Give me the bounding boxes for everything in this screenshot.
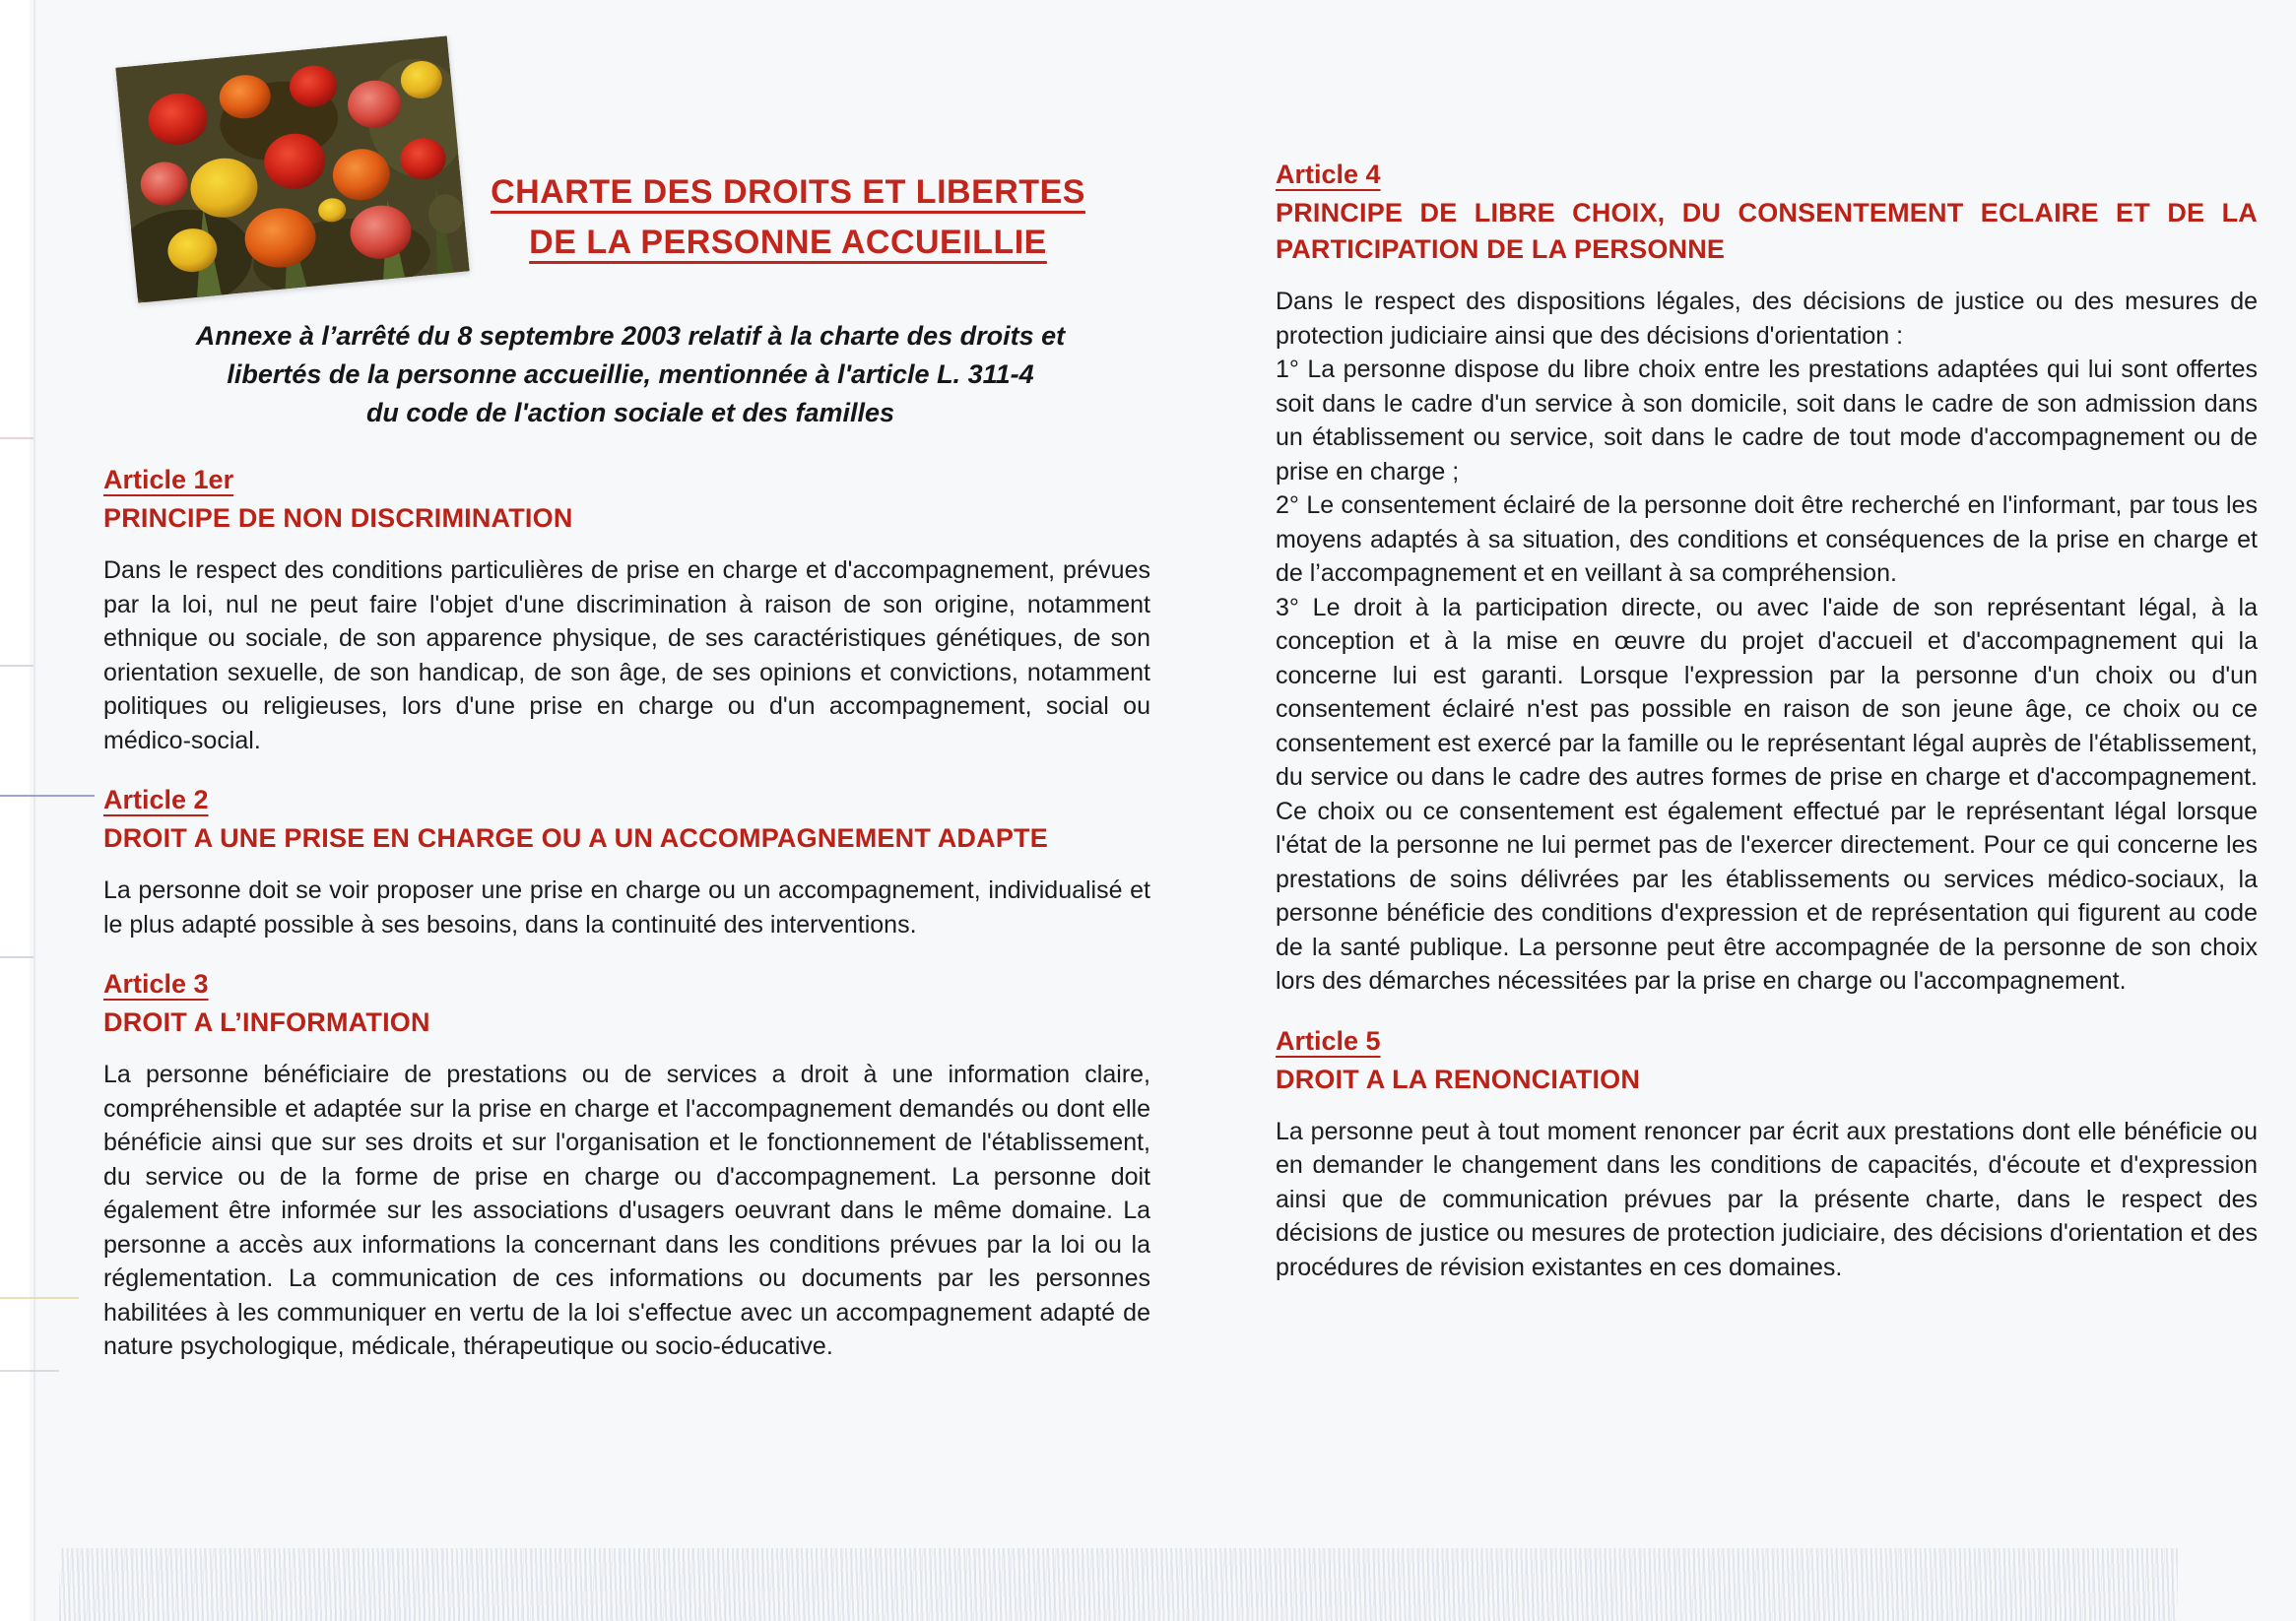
- scan-hairline: [0, 665, 33, 667]
- article-4-label: Article 4: [1276, 160, 1381, 189]
- article-4-paragraph-1: 1° La personne dispose du libre choix entre les prestations adaptées qui lui sont offertes soit dans le cadre d'un service à son domicile, soit dans le cadre de son admission dans un établissement ou service, soit dans le cadre de tout mode d'accompagnement ou de prise en charge ;: [1276, 356, 2258, 486]
- scan-hairline: [0, 1370, 59, 1372]
- article-5-body: [1276, 1115, 2258, 1285]
- subtitle-line-1: Annexe à l’arrêté du 8 septembre 2003 relatif à la charte des droits et: [195, 321, 1066, 351]
- article-2-paragraph: La personne doit se voir proposer une prise en charge ou un accompagnement, individualisé et le plus adapté possible à ses besoins, dans la continuité des interventions.: [103, 876, 1150, 939]
- scan-left-margin: [0, 0, 30, 1621]
- article-4-paragraph-2: 2° Le consentement éclairé de la personne doit être recherché en l'informant, par tous les moyens adaptés à sa situation, des conditions et conséquences de la prise en charge et de l’accompagnement et en veillant à sa compréhension.: [1276, 491, 2258, 587]
- scan-hairline: [0, 795, 95, 797]
- article-1-body: [103, 553, 1150, 757]
- article-5-label: Article 5: [1276, 1025, 1381, 1056]
- scan-seam-line: [33, 0, 35, 1621]
- article-5: [1276, 1024, 2258, 1285]
- document-title: [463, 167, 1113, 268]
- article-1: [103, 463, 1150, 757]
- scan-noise-band: [59, 1548, 2178, 1621]
- article-3-label: Article 3: [103, 969, 209, 999]
- article-2-label: Article 2: [103, 785, 209, 814]
- subtitle-line-3: du code de l'action sociale et des familles: [365, 398, 895, 427]
- subtitle-line-2: libertés de la personne accueillie, mentionnée à l'article L. 311-4: [227, 359, 1034, 389]
- article-4-paragraph-3: 3° Le droit à la participation directe, ou avec l'aide de son représentant légal, à la conception et à la mise en œuvre du projet d'accueil et d'accompagnement qui la concerne lui est garanti. Lorsque l'expression par la personne d'un choix ou d'un consentement éclairé n'est pas possible en raison de son jeune âge, ce choix ou ce consentement est exercé par la famille ou le représentant légal auprès de l'établissement, du service ou dans le cadre des autres formes de prise en charge et d'accompagnement. Ce choix ou ce consentement est également effectué par le représentant légal lorsque l'état de la personne ne lui permet pas de l'exercer directement. Pour ce qui concerne les prestations de soins délivrées par les établissements ou services médico-sociaux, la personne bénéficie des conditions d'expression et de représentation qui figurent au code de la santé publique. La personne peut être accompagnée de la personne de son choix lors des démarches nécessitées par la prise en charge ou l'accompagnement.: [1276, 593, 2258, 995]
- roses-photo-image: [115, 35, 469, 302]
- document-subtitle: [108, 317, 1152, 432]
- article-5-paragraph: La personne peut à tout moment renoncer par écrit aux prestations dont elle bénéficie ou en demander le changement dans les conditions de capacités, d'écoute et d'expression ainsi que de communication prévues par la présente charte, dans le respect des décisions de justice ou mesures de protection judiciaire, des décisions d'orientation et des procédures de révision existantes en ces domaines.: [1276, 1117, 2258, 1281]
- article-2-body: [103, 874, 1150, 941]
- article-4-heading: PRINCIPE DE LIBRE CHOIX, DU CONSENTEMENT ECLAIRE ET DE LA PARTICIPATION DE LA PERSONNE: [1276, 198, 2258, 264]
- article-1-paragraph: Dans le respect des conditions particulières de prise en charge et d'accompagnement, prévues par la loi, nul ne peut faire l'objet d'une discrimination à raison de son origine, notamment ethnique ou sociale, de son apparence physique, de ses caractéristiques génétiques, de son orientation sexuelle, de son handicap, de son âge, de ses opinions et convictions, notamment politiques ou religieuses, lors d'une prise en charge ou d'un accompagnement, social ou médico-social.: [103, 556, 1150, 754]
- article-2-heading: DROIT A UNE PRISE EN CHARGE OU A UN ACCOMPAGNEMENT ADAPTE: [103, 823, 1048, 853]
- article-3-heading: DROIT A L’INFORMATION: [103, 1007, 430, 1037]
- article-1-label: Article 1er: [103, 465, 234, 494]
- title-line-2: DE LA PERSONNE ACCUEILLIE: [529, 224, 1047, 261]
- article-4-body: [1276, 285, 2258, 999]
- title-line-1: CHARTE DES DROITS ET LIBERTES: [491, 173, 1085, 211]
- article-2: [103, 783, 1150, 941]
- article-3-body: [103, 1058, 1150, 1364]
- article-1-heading: PRINCIPE DE NON DISCRIMINATION: [103, 503, 573, 533]
- left-column: [103, 463, 1150, 1390]
- article-4-paragraph-intro: Dans le respect des dispositions légales, des décisions de justice ou des mesures de protection judiciaire ainsi que des décisions d'orientation :: [1276, 288, 2258, 350]
- article-4: [1276, 158, 2258, 999]
- scan-hairline: [0, 956, 33, 958]
- article-5-heading: DROIT A LA RENONCIATION: [1276, 1064, 1641, 1094]
- article-3: [103, 967, 1150, 1364]
- scan-hairline: [0, 437, 33, 439]
- roses-photo: [115, 35, 469, 302]
- scan-hairline: [0, 1297, 79, 1299]
- right-column: [1276, 158, 2258, 1310]
- article-3-paragraph: La personne bénéficiaire de prestations ou de services a droit à une information claire, compréhensible et adaptée sur la prise en charge et l'accompagnement demandés ou dont elle bénéficie ainsi que sur ses droits et sur l'organisation et le fonctionnement de l'établissement, du service ou de la forme de prise en charge ou d'accompagnement. La personne doit également être informée sur les associations d'usagers oeuvrant dans le même domaine. La personne a accès aux informations la concernant dans les conditions prévues par la loi ou la réglementation. La communication de ces informations ou documents par les personnes habilitées à les communiquer en vertu de la loi s'effectue avec un accompagnement adapté de nature psychologique, médicale, thérapeutique ou socio-éducative.: [103, 1061, 1150, 1360]
